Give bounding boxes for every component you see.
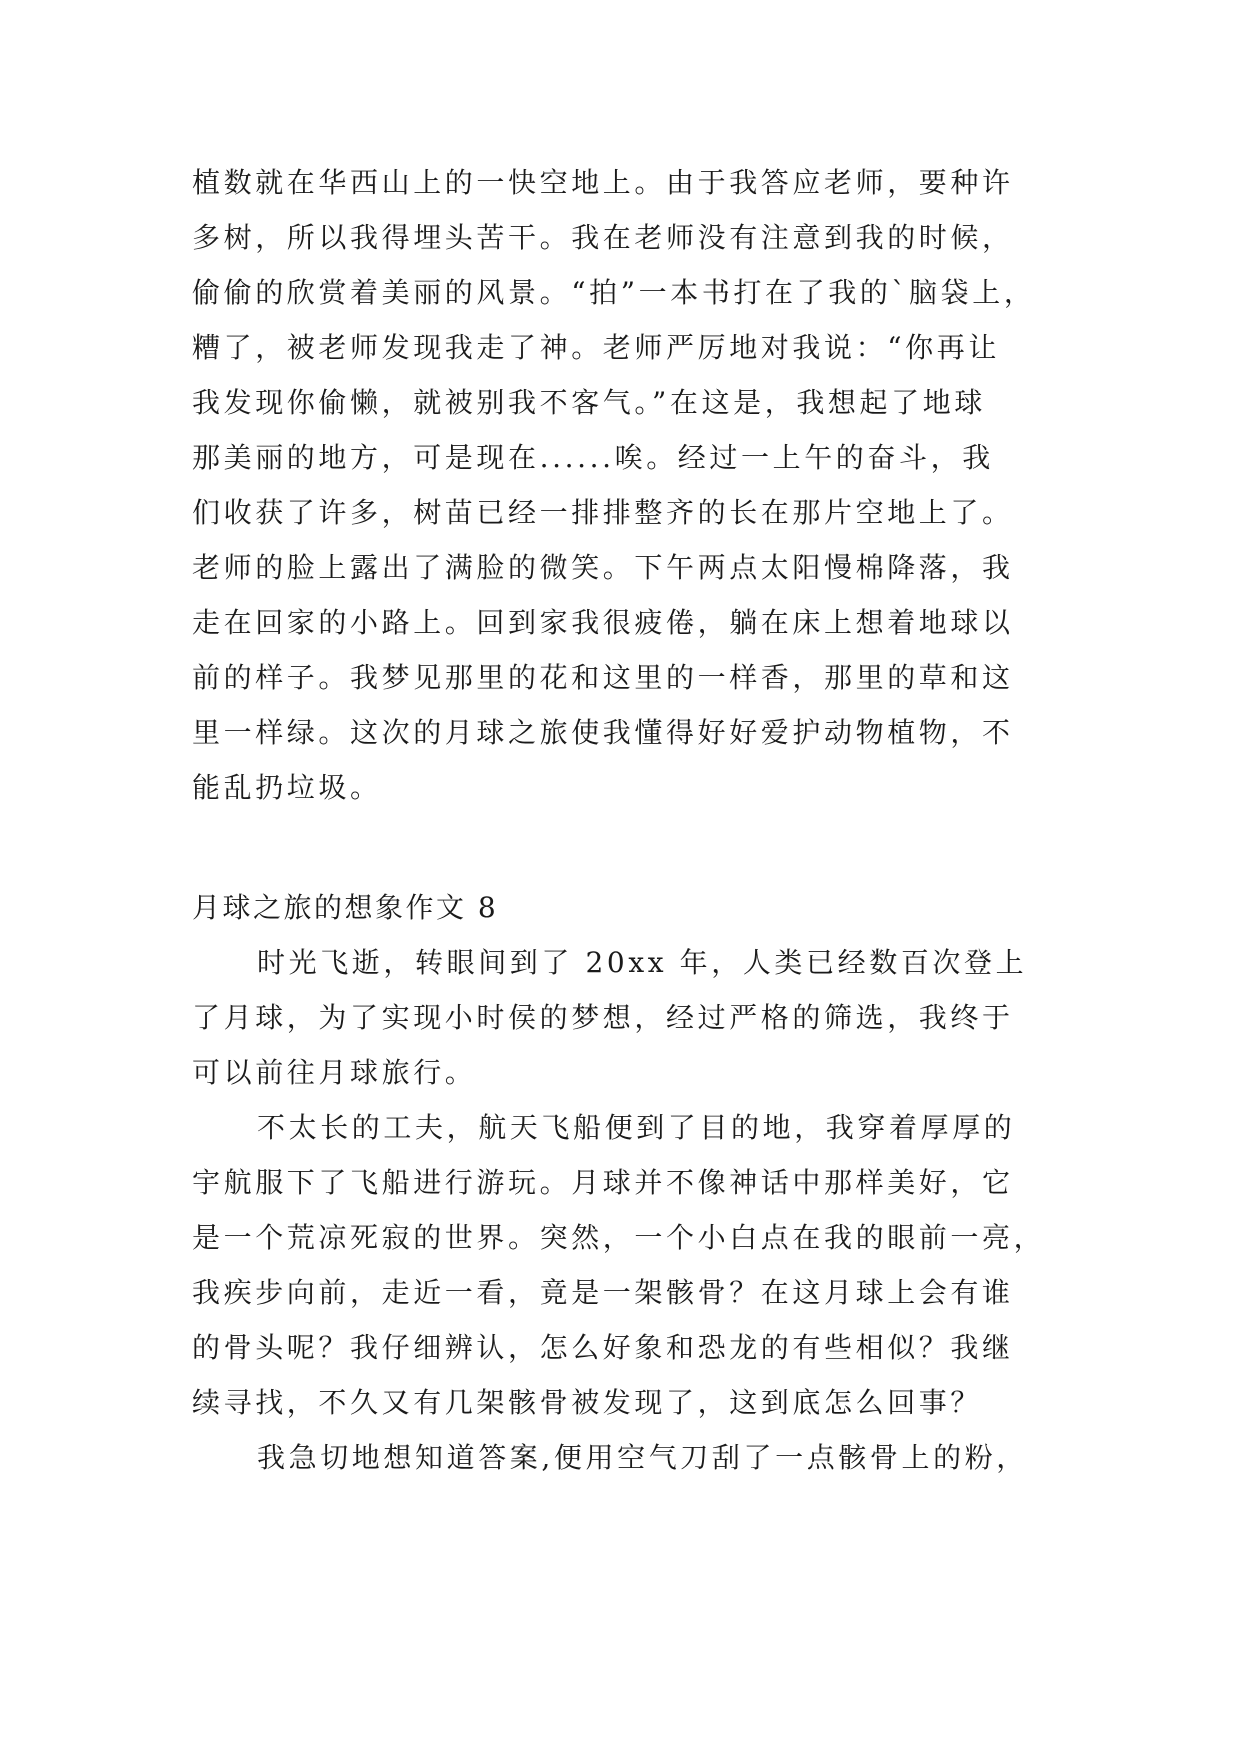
text-line: 糟了，被老师发现我走了神。老师严厉地对我说：“你再让 [192, 331, 1000, 364]
text-line: 走在回家的小路上。回到家我很疲倦，躺在床上想着地球以 [192, 606, 1014, 639]
text-line: 时光飞逝，转眼间到了 20xx 年，人类已经数百次登上 [257, 946, 1028, 979]
text-line: 老师的脸上露出了满脸的微笑。下午两点太阳慢棉降落，我 [192, 551, 1014, 584]
text-line: 续寻找，不久又有几架骸骨被发现了，这到底怎么回事？ [192, 1386, 983, 1419]
text-line: 多树，所以我得埋头苦干。我在老师没有注意到我的时候， [192, 221, 1014, 254]
text-line: 植数就在华西山上的一快空地上。由于我答应老师，要种许 [192, 166, 1014, 199]
text-line: 可以前往月球旅行。 [192, 1056, 477, 1089]
text-line: 里一样绿。这次的月球之旅使我懂得好好爱护动物植物，不 [192, 716, 1014, 749]
text-line: 能乱扔垃圾。 [192, 771, 382, 804]
text-line: 我疾步向前，走近一看，竟是一架骸骨？在这月球上会有谁 [192, 1276, 1014, 1309]
text-line: 是一个荒凉死寂的世界。突然，一个小白点在我的眼前一亮， [192, 1221, 1046, 1254]
text-line: 偷偷的欣赏着美丽的风景。“拍”一本书打在了我的`脑袋上， [192, 276, 1036, 309]
text-line: 前的样子。我梦见那里的花和这里的一样香，那里的草和这 [192, 661, 1014, 694]
text-line: 们收获了许多，树苗已经一排排整齐的长在那片空地上了。 [192, 496, 1014, 529]
text-line: 那美丽的地方，可是现在......唉。经过一上午的奋斗，我 [192, 441, 994, 474]
text-line: 不太长的工夫，航天飞船便到了目的地，我穿着厚厚的 [257, 1111, 1016, 1144]
text-line: 我发现你偷懒，就被别我不客气。”在这是，我想起了地球 [192, 386, 986, 419]
text-line: 的骨头呢？我仔细辨认，怎么好象和恐龙的有些相似？我继 [192, 1331, 1014, 1364]
text-line: 了月球，为了实现小时侯的梦想，经过严格的筛选，我终于 [192, 1001, 1014, 1034]
text-line: 宇航服下了飞船进行游玩。月球并不像神话中那样美好，它 [192, 1166, 1014, 1199]
section-heading: 月球之旅的想象作文 8 [192, 891, 499, 924]
text-line: 我急切地想知道答案,便用空气刀刮了一点骸骨上的粉， [257, 1441, 1028, 1474]
